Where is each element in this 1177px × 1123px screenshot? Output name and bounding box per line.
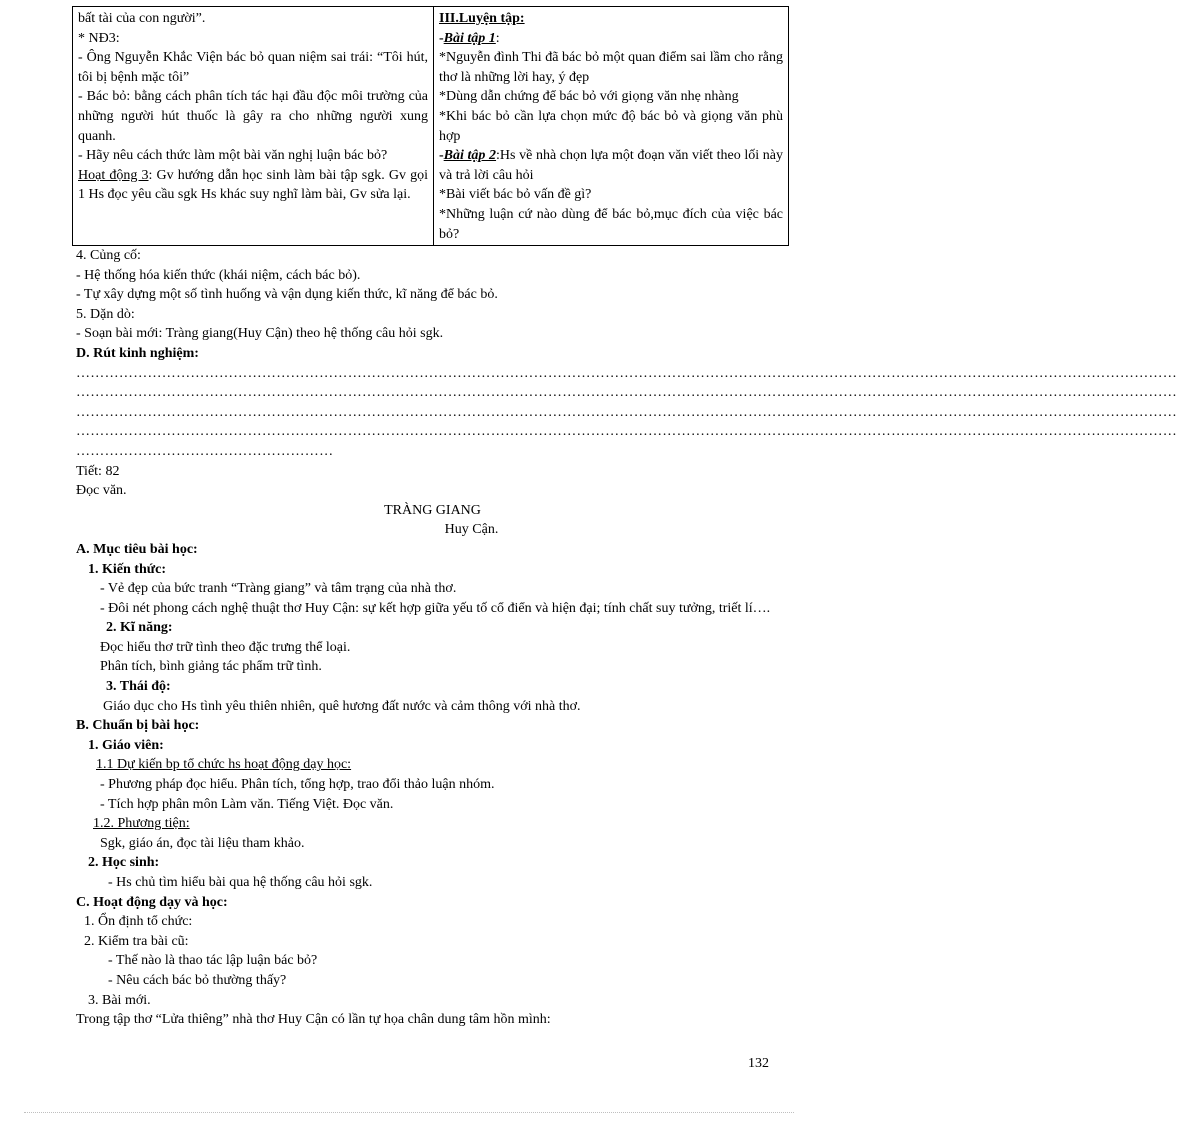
consolidation-heading: 4. Củng cố: <box>76 248 141 263</box>
table-left-cell <box>73 7 434 246</box>
experience-heading: D. Rút kinh nghiệm: <box>76 345 199 361</box>
homework-heading: 5. Dặn dò: <box>76 306 135 322</box>
table-right-cell <box>434 7 789 246</box>
dotted-line: ……………………………………………… <box>76 443 334 459</box>
table-row <box>73 7 789 246</box>
right-line: *Những luận cứ nào dùng để bác bỏ,mục đích của việc bác bỏ? <box>439 206 783 242</box>
skills-item: Đọc hiểu thơ trữ tình theo đặc trưng thể loại. <box>100 639 351 655</box>
lesson-subject: Đọc văn. <box>76 483 127 499</box>
right-line: *Bài viết bác bỏ vấn đề gì? <box>439 187 592 203</box>
right-line: *Nguyễn đình Thi đã bác bỏ một quan điểm sai lầm cho rằng thơ là những lời hay, ý đẹp <box>439 50 783 85</box>
left-line: - Ông Nguyễn Khắc Viện bác bỏ quan niệm sai trái: “Tôi hút, tôi bị bệnh mặc tôi” <box>78 50 428 85</box>
left-line: * NĐ3: <box>78 30 120 46</box>
question-item: - Thế nào là thao tác lập luận bác bỏ? <box>108 953 318 969</box>
right-line: *Dùng dẫn chứng để bác bỏ với giọng văn nhẹ nhàng <box>439 89 739 105</box>
exercise-2-text: :Hs về nhà chọn lựa một đoạn văn viết theo lối này và trả lời câu hỏi <box>439 148 783 183</box>
attitude-heading: 3. Thái độ: <box>106 679 171 695</box>
section-a-heading: A. Mục tiêu bài học: <box>76 541 198 557</box>
lesson-title: TRÀNG GIANG <box>384 502 481 518</box>
lesson-table <box>72 6 789 246</box>
dotted-line: …………………………………………………………………………………………………………………………………………………………………………………………………………… <box>76 365 1177 381</box>
activity-text: : Gv hướng dẫn học sinh làm bài tập sgk. Gv gọi 1 Hs đọc yêu cầu sgk Hs khác suy nghĩ làm bài, Gv sửa lại. <box>78 167 429 203</box>
exercise-label: Bài tập 1 <box>443 30 496 46</box>
section-b-heading: B. Chuẩn bị bài học: <box>76 718 200 734</box>
attitude-item: Giáo dục cho Hs tình yêu thiên nhiên, quê hương đất nước và cảm thông với nhà thơ. <box>103 698 581 714</box>
dotted-line: …………………………………………………………………………………………………………………………………………………………………………………………………………… <box>76 404 1177 420</box>
exercise-2: -Bài tập 2:Hs về nhà chọn lựa một đoạn văn viết theo lối này và trả lời câu hỏi <box>439 148 783 183</box>
teacher-heading: 1. Giáo viên: <box>88 737 164 753</box>
plan-item: - Tích hợp phân môn Làm văn. Tiếng Việt. Đọc văn. <box>100 796 394 812</box>
lesson-author: Huy Cận. <box>444 522 499 538</box>
step-item: 1. Ổn định tổ chức: <box>84 914 193 930</box>
body-text <box>76 246 1177 1030</box>
means-heading: 1.2. Phương tiện: <box>93 816 190 832</box>
skills-item: Phân tích, bình giảng tác phẩm trữ tình. <box>100 659 322 675</box>
right-line: *Khi bác bỏ cần lựa chọn mức độ bác bỏ và giọng văn phù hợp <box>439 108 783 144</box>
intro-paragraph: Trong tập thơ “Lửa thiêng” nhà thơ Huy Cận có lần tự họa chân dung tâm hồn mình: <box>76 1012 551 1028</box>
activity-label: Hoạt động 3 <box>78 167 149 183</box>
lesson-period: Tiết: 82 <box>76 463 120 479</box>
question-item: - Nêu cách bác bỏ thường thấy? <box>108 972 287 988</box>
consolidation-item: - Hệ thống hóa kiến thức (khái niệm, cách bác bỏ). <box>76 267 361 283</box>
plan-heading: 1.1 Dự kiến bp tổ chức hs hoạt động dạy học: <box>96 757 352 773</box>
knowledge-heading: 1. Kiến thức: <box>88 561 167 577</box>
practice-heading: III.Luyện tập: <box>439 11 525 26</box>
left-activity <box>78 166 428 205</box>
exercise-label: Bài tập 2 <box>443 148 497 164</box>
means-item: Sgk, giáo án, đọc tài liệu tham khảo. <box>100 835 305 851</box>
page-bottom-divider <box>24 1112 794 1113</box>
section-c-heading: C. Hoạt động dạy và học: <box>76 894 228 910</box>
dotted-line: …………………………………………………………………………………………………………………………………………………………………………………………………………… <box>76 385 1177 401</box>
knowledge-item: - Vẻ đẹp của bức tranh “Tràng giang” và tâm trạng của nhà thơ. <box>100 581 457 597</box>
consolidation-item: - Tự xây dựng một số tình huống và vận dụng kiến thức, kĩ năng để bác bỏ. <box>76 287 498 303</box>
left-line: - Hãy nêu cách thức làm một bài văn nghị luận bác bỏ? <box>78 148 388 164</box>
homework-item: - Soạn bài mới: Tràng giang(Huy Cận) theo hệ thống câu hỏi sgk. <box>76 326 444 342</box>
knowledge-item: - Đôi nét phong cách nghệ thuật thơ Huy Cận: sự kết hợp giữa yếu tố cổ điển và hiện đại; tính chất suy tưởng, triết lí…. <box>100 600 771 616</box>
dotted-line: …………………………………………………………………………………………………………………………………………………………………………………………………………… <box>76 424 1177 440</box>
left-line: - Bác bỏ: bằng cách phân tích tác hại đầu độc môi trường của những người hút thuốc là gây ra cho những người xung quanh. <box>78 89 428 144</box>
exercise-1-label: -Bài tập 1: <box>439 30 500 46</box>
student-item: - Hs chủ tìm hiểu bài qua hệ thống câu hỏi sgk. <box>108 875 373 890</box>
student-heading: 2. Học sinh: <box>88 855 160 871</box>
skills-heading: 2. Kĩ năng: <box>106 620 173 636</box>
plan-item: - Phương pháp đọc hiểu. Phân tích, tổng hợp, trao đổi thảo luận nhóm. <box>100 777 495 793</box>
left-line: bất tài của con người”. <box>78 11 206 26</box>
step-item: 3. Bài mới. <box>88 992 151 1008</box>
step-item: 2. Kiểm tra bài cũ: <box>84 933 189 949</box>
page-number: 132 <box>748 1056 769 1071</box>
